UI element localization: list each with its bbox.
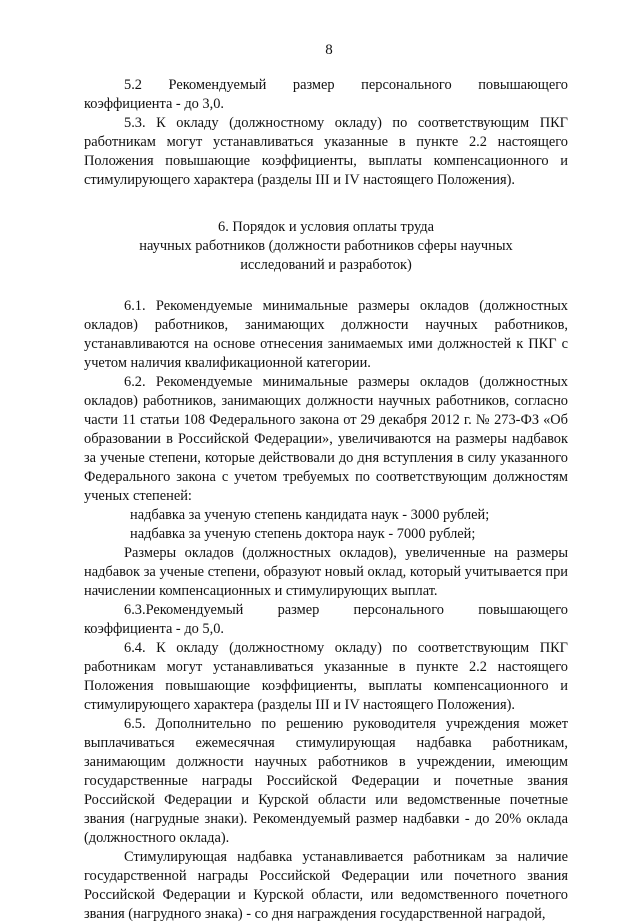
paragraph-p6-2-li2: надбавка за ученую степень доктора наук - 7000 рублей; [130, 526, 476, 542]
section-6-paragraphs [84, 297, 568, 924]
heading-line-2: научных работников (должности работников сферы научных [139, 238, 513, 254]
paragraph-p6-3a: 6.3.Рекомендуемый размер персонального повышающего [124, 602, 568, 618]
paragraph-p5-2a: 5.2 Рекомендуемый размер персонального повышающего [124, 77, 568, 93]
paragraph-p6-3b: коэффициента - до 5,0. [84, 621, 225, 637]
paragraph-p5-2b: коэффициента - до 3,0. [84, 96, 225, 112]
heading-line-1: 6. Порядок и условия оплаты труда [218, 219, 434, 235]
page-number: 8 [325, 42, 333, 58]
paragraph-p6-5: 6.5. Дополнительно по решению руководителя учреждения может выплачиваться ежемесячная стимулирующая надбавка работникам, занимающим должности научных работников в учреждении, имеющим государственные награды Российской Федерации и почетные звания Российской Федерации и Курской области или ведомственные почетные звания (нагрудные знаки). Рекомендуемый размер надбавки - до 20% оклада (должностного оклада). [84, 716, 568, 846]
paragraph-p6-4: 6.4. К окладу (должностному окладу) по соответствующим ПКГ работникам могут устанавливаться указанные в пункте 2.2 настоящего Положения повышающие коэффициенты, выплаты компенсационного и стимулирующего характера (разделы III и IV настоящего Положения). [84, 640, 568, 713]
section-6-heading [84, 218, 568, 275]
section-5-paragraphs [84, 76, 568, 190]
paragraph-p6-5-tail: Стимулирующая надбавка устанавливается работникам за наличие государственной награды Российской Федерации или почетного звания Российской Федерации и Курской области, или ведомственного почетного звания (нагрудного знака) - со дня награждения государственной наградой, [84, 849, 568, 922]
paragraph-p6-2: 6.2. Рекомендуемые минимальные размеры окладов (должностных окладов) работников, занимающих должности научных работников, согласно части 11 статьи 108 Федерального закона от 29 декабря 2012 г. № 273-ФЗ «Об образовании в Российской Федерации», увеличиваются на размеры надбавок за ученые степени, которые действовали до дня вступления в силу указанного Федерального закона с учетом требуемых по соответствующим должностям ученых степеней: [84, 374, 568, 504]
paragraph-p6-2-li1: надбавка за ученую степень кандидата наук - 3000 рублей; [130, 507, 490, 523]
heading-line-3: исследований и разработок) [240, 257, 412, 273]
paragraph-p6-2-tail: Размеры окладов (должностных окладов), увеличенные на размеры надбавок за ученые степени, образуют новый оклад, который учитывается при начислении компенсационных и стимулирующих выплат. [84, 545, 568, 599]
paragraph-p6-1: 6.1. Рекомендуемые минимальные размеры окладов (должностных окладов) работников, занимающих должности научных работников, устанавливаются на основе отнесения занимаемых ими должностей к ПКГ с учетом наличия квалификационной категории. [84, 298, 568, 371]
paragraph-p5-3: 5.3. К окладу (должностному окладу) по соответствующим ПКГ работникам могут устанавливаться указанные в пункте 2.2 настоящего Положения повышающие коэффициенты, выплаты компенсационного и стимулирующего характера (разделы III и IV настоящего Положения). [84, 115, 568, 188]
